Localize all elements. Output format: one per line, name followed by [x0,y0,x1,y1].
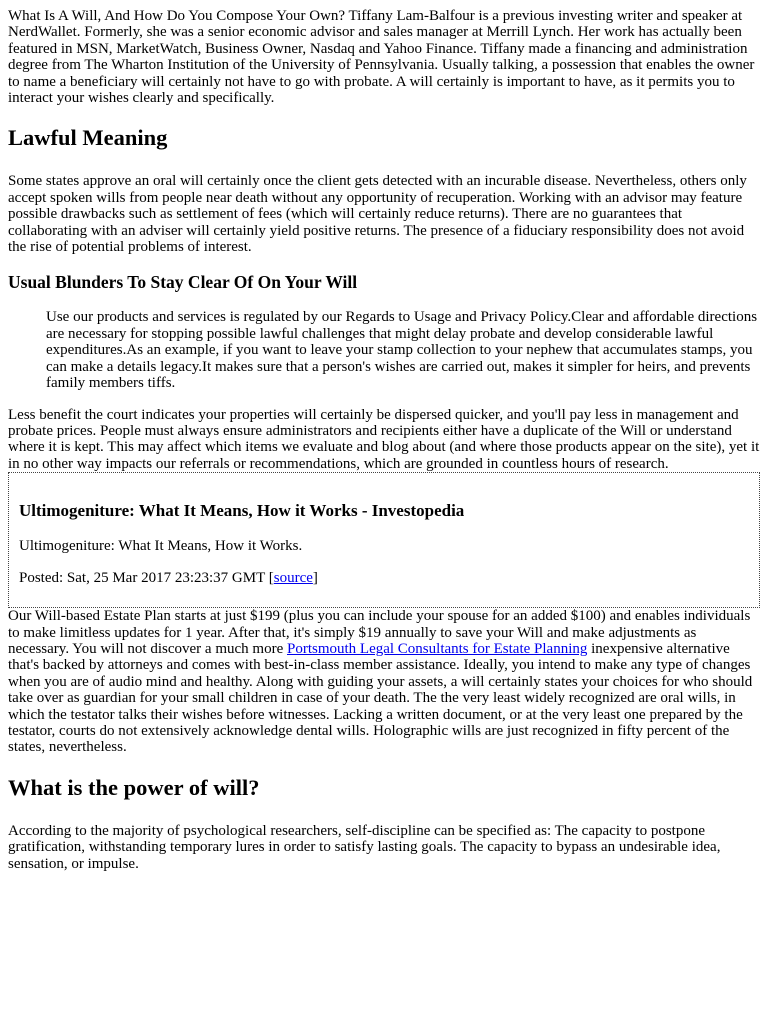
blockquote [46,309,760,391]
heading-usual-blunders: Usual Blunders To Stay Clear Of On Your Will [8,272,358,293]
portsmouth-legal-link[interactable]: Portsmouth Legal Consultants for Estate Planning [286,640,588,657]
estate-plan-text-start: Our Will-based Estate Plan starts at just $199 (plus you can include your spouse for an added $100) and enables individuals to make limitless updates for 1 year. After that, it's simply $19 annually to save your Will and make adjustments as necessary. You will not discover a much more [8,608,751,657]
feed-summary: Ultimogeniture: What It Means, How it Works. [19,538,303,555]
feed-posted-close: ] [312,569,318,586]
feed-posted-date: Posted: Sat, 25 Mar 2017 23:23:37 GMT [ [19,569,274,586]
heading-power-of-will: What is the power of will? [8,774,260,800]
blockquote-text: Use our products and services is regulated by our Regards to Usage and Privacy Policy.Clear and affordable directions are necessary for stopping possible lawful challenges that might delay probate and develop considerable lawful expenditures.As an example, if you want to leave your stamp collection to your nephew that accumulates stamps, you can make a details legacy.It makes sure that a person's wishes are carried out, makes it simpler for heirs, and prevents family members tiffs. [46,309,758,392]
feed-title: Ultimogeniture: What It Means, How it Works - Investopedia [19,501,465,521]
estate-plan-paragraph [8,608,760,756]
lawful-meaning-paragraph: Some states approve an oral will certainly once the client gets detected with an incurable disease. Nevertheless, others only accept spoken wills from people near death without any opportunity of recuperation. Working with an advisor may feature possible drawbacks such as settlement of fees (which will certainly reduce returns). There are no guarantees that collaborating with an adviser will certainly yield positive returns. The presence of a fiduciary responsibility does not avoid the rise of potential problems of interest. [8,173,747,256]
estate-plan-text-end: inexpensive alternative that's backed by attorneys and comes with best-in-class member assistance. Ideally, you intend to make any type of changes when you are of audio mind and healthy. Along with guiding your assets, a will certainly states your choices for who should take over as guardian for your small children in case of your death. The the very least widely recognized are oral wills, in which the testator talks their wishes before witnesses. Lacking a written document, or at the very least one prepared by the testator, courts do not extensively acknowledge dental wills. Holographic wills are just recognized in fifty percent of the states, nevertheless. [8,640,753,756]
news-feed-box [8,472,760,608]
power-of-will-paragraph: According to the majority of psychological researchers, self-discipline can be specified as: The capacity to postpone gratification, withstanding temporary lures in order to satisfy lasting goals. The capacity to bypass an undesirable idea, sensation, or impulse. [8,822,721,872]
intro-paragraph: What Is A Will, And How Do You Compose Your Own? Tiffany Lam-Balfour is a previous investing writer and speaker at NerdWallet. Formerly, she was a senior economic advisor and sales manager at Merrill Lynch. Her work has actually been featured in MSN, MarketWatch, Business Owner, Nasdaq and Yahoo Finance. Tiffany made a financing and administration degree from The Wharton Institution of the University of Pennsylvania. Usually talking, a possession that enables the owner to name a beneficiary will certainly not have to go with probate. A will certainly is important to have, as it permits you to interact your wishes clearly and specifically. [8,8,755,107]
heading-lawful-meaning: Lawful Meaning [8,125,168,151]
source-link[interactable]: source [273,569,313,586]
feed-posted [19,570,749,586]
blunders-paragraph: Less benefit the court indicates your properties will certainly be dispersed quicker, and you'll pay less in management and probate prices. People must always ensure administrators and recipients either have a duplicate of the Will or understand where it is kept. This may affect which items we evaluate and blog about (and where those products appear on the site), yet it in no other way impacts our referrals or recommendations, which are grounded in countless hours of research. [8,406,760,472]
